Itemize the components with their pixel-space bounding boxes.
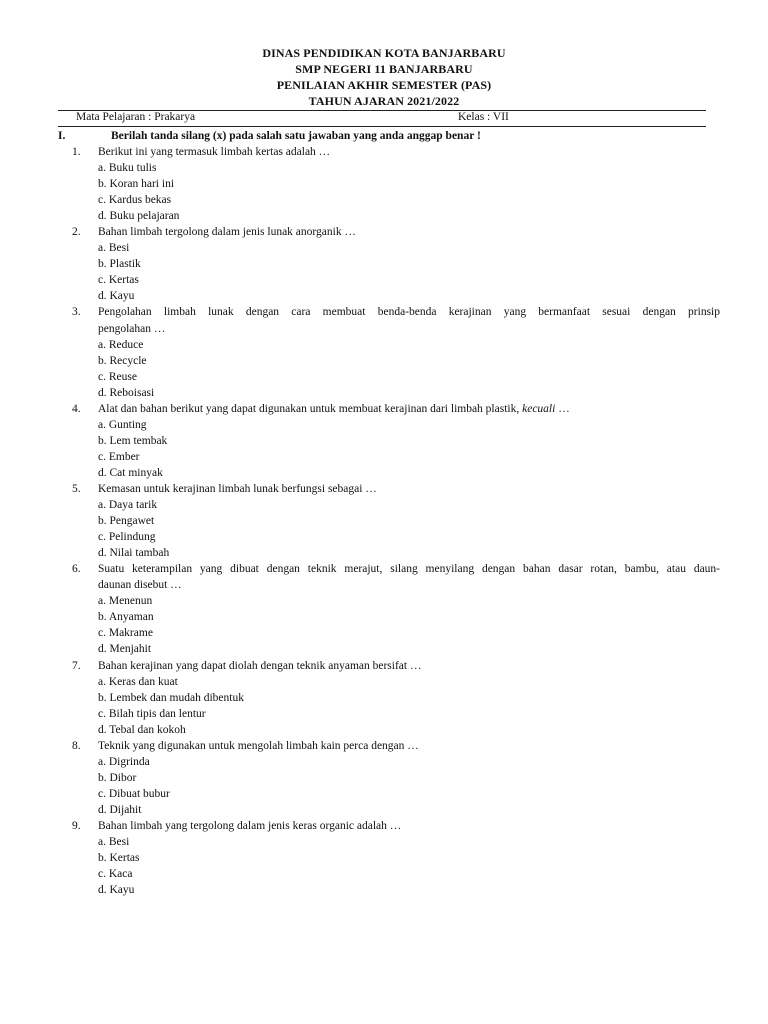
question-line bbox=[0, 481, 768, 497]
question-text: Alat dan bahan berikut yang dapat digunakan untuk membuat kerajinan dari limbah plastik, kecuali … bbox=[98, 402, 570, 415]
answer-option-text: d. Buku pelajaran bbox=[98, 210, 180, 223]
question-list bbox=[0, 144, 768, 898]
answer-option[interactable] bbox=[0, 850, 768, 866]
answer-option[interactable] bbox=[0, 417, 768, 433]
question-line bbox=[0, 304, 768, 320]
answer-option-text: d. Reboisasi bbox=[98, 386, 155, 399]
question-text: Pengolahan limbah lunak dengan cara membuat benda-benda kerajinan yang bermanfaat sesuai dengan prinsip bbox=[98, 306, 720, 319]
answer-option[interactable] bbox=[0, 770, 768, 786]
answer-option-text: b. Recycle bbox=[98, 354, 147, 367]
answer-option-text: a. Reduce bbox=[98, 338, 144, 351]
answer-option-text: a. Besi bbox=[98, 242, 130, 255]
answer-option-text: b. Plastik bbox=[98, 258, 141, 271]
answer-option[interactable] bbox=[0, 433, 768, 449]
answer-option-text: c. Kaca bbox=[98, 868, 133, 881]
answer-option-text: a. Menenun bbox=[98, 595, 153, 608]
question-number: 4. bbox=[72, 402, 81, 415]
question-item bbox=[0, 144, 768, 224]
header-office: DINAS PENDIDIKAN KOTA BANJARBARU bbox=[262, 46, 506, 60]
question-number: 7. bbox=[72, 659, 81, 672]
answer-option-text: c. Pelindung bbox=[98, 531, 156, 544]
question-item bbox=[0, 658, 768, 738]
answer-option[interactable] bbox=[0, 369, 768, 385]
question-item bbox=[0, 738, 768, 818]
answer-option[interactable] bbox=[0, 513, 768, 529]
question-number: 1. bbox=[72, 146, 81, 158]
answer-option-text: d. Kayu bbox=[98, 884, 135, 897]
answer-option[interactable] bbox=[0, 593, 768, 609]
question-text: daunan disebut … bbox=[98, 579, 182, 592]
answer-option[interactable] bbox=[0, 609, 768, 625]
answer-option-text: a. Besi bbox=[98, 836, 130, 849]
answer-option-text: c. Makrame bbox=[98, 627, 153, 640]
answer-option-text: d. Kayu bbox=[98, 290, 135, 303]
answer-option-text: a. Keras dan kuat bbox=[98, 675, 178, 688]
answer-option[interactable] bbox=[0, 176, 768, 192]
question-line bbox=[0, 144, 768, 160]
document-header bbox=[0, 45, 768, 109]
answer-option[interactable] bbox=[0, 882, 768, 898]
answer-option[interactable] bbox=[0, 449, 768, 465]
question-item bbox=[0, 304, 768, 400]
question-text: Suatu keterampilan yang dibuat dengan teknik merajut, silang menyilang dengan bahan dasar rotan, bambu, atau daun- bbox=[98, 563, 720, 576]
question-text: Bahan limbah tergolong dalam jenis lunak anorganik … bbox=[98, 226, 356, 239]
instruction-text: Berilah tanda silang (x) pada salah satu jawaban yang anda anggap benar ! bbox=[111, 130, 481, 142]
answer-option[interactable] bbox=[0, 834, 768, 850]
question-item bbox=[0, 561, 768, 657]
answer-option[interactable] bbox=[0, 192, 768, 208]
answer-option-text: a. Gunting bbox=[98, 418, 147, 431]
answer-option[interactable] bbox=[0, 353, 768, 369]
answer-option[interactable] bbox=[0, 802, 768, 818]
answer-option[interactable] bbox=[0, 272, 768, 288]
answer-option[interactable] bbox=[0, 690, 768, 706]
exam-meta bbox=[76, 110, 706, 125]
question-number: 5. bbox=[72, 482, 81, 495]
question-text: pengolahan … bbox=[98, 322, 166, 335]
question-item bbox=[0, 818, 768, 898]
answer-option-text: b. Koran hari ini bbox=[98, 178, 175, 191]
question-text: Kemasan untuk kerajinan limbah lunak berfungsi sebagai … bbox=[98, 482, 377, 495]
question-line bbox=[0, 818, 768, 834]
answer-option[interactable] bbox=[0, 754, 768, 770]
answer-option-text: c. Reuse bbox=[98, 370, 137, 383]
subject-label: Mata Pelajaran : Prakarya bbox=[76, 111, 196, 123]
question-text: Teknik yang digunakan untuk mengolah limbah kain perca dengan … bbox=[98, 739, 419, 752]
answer-option[interactable] bbox=[0, 288, 768, 304]
answer-option[interactable] bbox=[0, 706, 768, 722]
answer-option[interactable] bbox=[0, 641, 768, 657]
answer-option-text: b. Kertas bbox=[98, 852, 140, 865]
question-number: 6. bbox=[72, 563, 81, 576]
answer-option-text: d. Menjahit bbox=[98, 643, 152, 656]
answer-option[interactable] bbox=[0, 385, 768, 401]
answer-option[interactable] bbox=[0, 786, 768, 802]
class-label: Kelas : VII bbox=[458, 111, 509, 123]
answer-option-text: d. Cat minyak bbox=[98, 466, 163, 479]
answer-option[interactable] bbox=[0, 866, 768, 882]
question-line bbox=[0, 321, 768, 337]
answer-option[interactable] bbox=[0, 337, 768, 353]
answer-option-text: a. Daya tarik bbox=[98, 499, 158, 512]
answer-option[interactable] bbox=[0, 674, 768, 690]
question-number: 3. bbox=[72, 306, 81, 319]
section-number: I. bbox=[58, 130, 66, 142]
answer-option[interactable] bbox=[0, 625, 768, 641]
answer-option-text: c. Kardus bekas bbox=[98, 194, 172, 207]
question-line bbox=[0, 561, 768, 577]
answer-option-text: a. Buku tulis bbox=[98, 162, 157, 175]
question-number: 9. bbox=[72, 819, 81, 832]
answer-option[interactable] bbox=[0, 240, 768, 256]
answer-option-text: b. Anyaman bbox=[98, 611, 154, 624]
answer-option-text: d. Tebal dan kokoh bbox=[98, 723, 186, 736]
answer-option[interactable] bbox=[0, 208, 768, 224]
answer-option-text: a. Digrinda bbox=[98, 755, 150, 768]
question-line bbox=[0, 401, 768, 417]
question-line bbox=[0, 738, 768, 754]
answer-option-text: c. Dibuat bubur bbox=[98, 787, 170, 800]
answer-option-text: c. Ember bbox=[98, 450, 140, 463]
answer-option-text: b. Lem tembak bbox=[98, 434, 168, 447]
question-text: Bahan kerajinan yang dapat diolah dengan teknik anyaman bersifat … bbox=[98, 659, 422, 672]
question-number: 8. bbox=[72, 739, 81, 752]
answer-option[interactable] bbox=[0, 465, 768, 481]
question-emphasis: kecuali bbox=[522, 402, 556, 415]
answer-option-text: c. Kertas bbox=[98, 274, 139, 287]
answer-option-text: d. Nilai tambah bbox=[98, 547, 170, 560]
answer-option[interactable] bbox=[0, 160, 768, 176]
header-exam-title: PENILAIAN AKHIR SEMESTER (PAS) bbox=[276, 78, 492, 92]
answer-option[interactable] bbox=[0, 722, 768, 738]
answer-option[interactable] bbox=[0, 256, 768, 272]
answer-option-text: b. Pengawet bbox=[98, 515, 155, 528]
answer-option[interactable] bbox=[0, 497, 768, 513]
answer-option[interactable] bbox=[0, 545, 768, 561]
question-item bbox=[0, 224, 768, 304]
question-line bbox=[0, 658, 768, 674]
question-item bbox=[0, 481, 768, 561]
question-line bbox=[0, 577, 768, 593]
header-school: SMP NEGERI 11 BANJARBARU bbox=[295, 62, 473, 76]
question-text: Bahan limbah yang tergolong dalam jenis keras organic adalah … bbox=[98, 819, 402, 832]
answer-option-text: c. Bilah tipis dan lentur bbox=[98, 707, 206, 720]
question-text: Berikut ini yang termasuk limbah kertas adalah … bbox=[98, 146, 331, 158]
answer-option-text: b. Dibor bbox=[98, 771, 137, 784]
question-number: 2. bbox=[72, 226, 81, 239]
question-item bbox=[0, 401, 768, 481]
answer-option-text: b. Lembek dan mudah dibentuk bbox=[98, 691, 244, 704]
question-line bbox=[0, 224, 768, 240]
answer-option-text: d. Dijahit bbox=[98, 803, 142, 816]
meta-divider bbox=[58, 126, 706, 127]
header-academic-year: TAHUN AJARAN 2021/2022 bbox=[308, 94, 460, 108]
answer-option[interactable] bbox=[0, 529, 768, 545]
